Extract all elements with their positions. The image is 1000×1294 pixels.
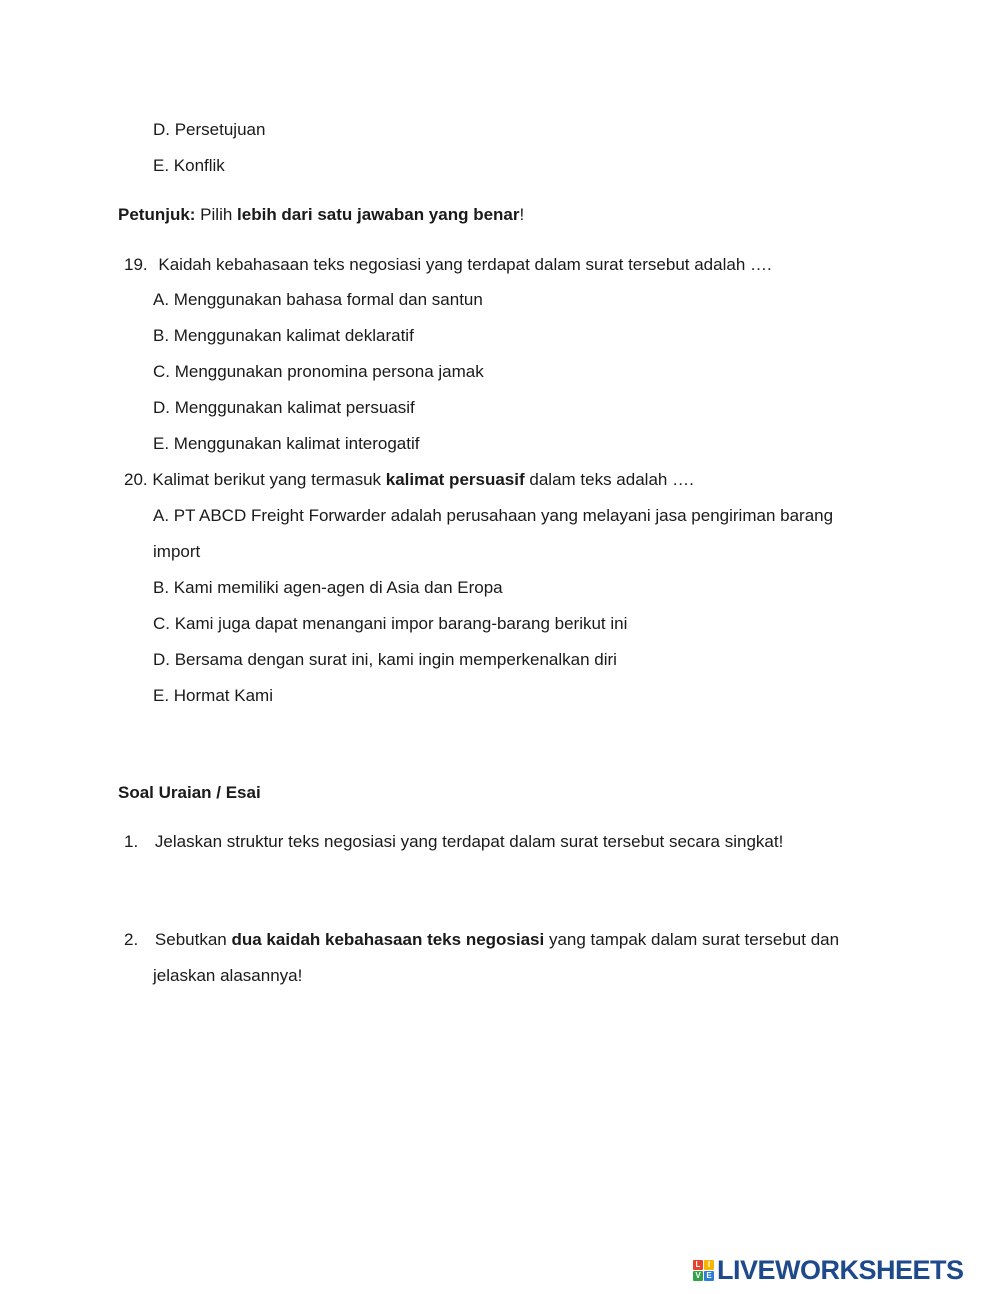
q20-option-d[interactable]: D. Bersama dengan surat ini, kami ingin memperkenalkan diri <box>153 650 617 669</box>
essay-question-2-number: 2. <box>124 930 139 949</box>
q20-option-a-continued[interactable]: import <box>153 542 201 561</box>
essay-question-1-text: Jelaskan struktur teks negosiasi yang terdapat dalam surat tersebut secara singkat! <box>154 832 784 851</box>
q20-option-a[interactable]: A. PT ABCD Freight Forwarder adalah perusahaan yang melayani jasa pengiriman barang <box>153 506 834 525</box>
q19-option-d[interactable]: D. Menggunakan kalimat persuasif <box>153 398 415 417</box>
prev-option-e: E. Konflik <box>153 156 225 175</box>
instruction-pre: Pilih <box>195 205 238 224</box>
question-20 <box>124 469 694 491</box>
q20-option-e[interactable]: E. Hormat Kami <box>153 686 273 705</box>
question-20-bold: kalimat persuasif <box>385 470 525 489</box>
logo-tile-v: V <box>693 1271 703 1281</box>
logo-tile-i: I <box>704 1260 714 1270</box>
question-20-pre: Kalimat berikut yang termasuk <box>147 470 386 489</box>
essay-question-2-continued: jelaskan alasannya! <box>153 966 303 985</box>
logo-tile-l: L <box>693 1260 703 1270</box>
instruction-bold: lebih dari satu jawaban yang benar <box>237 205 520 224</box>
logo-text: LIVEWORKSHEETS <box>717 1254 964 1285</box>
essay-heading: Soal Uraian / Esai <box>118 783 261 802</box>
question-19-number: 19. <box>124 255 148 274</box>
instruction-post: ! <box>519 205 525 224</box>
question-19 <box>124 254 772 276</box>
instruction <box>118 204 524 226</box>
liveworksheets-logo <box>693 1255 964 1285</box>
logo-mark-icon <box>693 1260 714 1281</box>
question-19-text: Kaidah kebahasaan teks negosiasi yang terdapat dalam surat tersebut adalah …. <box>158 255 772 274</box>
q19-option-a[interactable]: A. Menggunakan bahasa formal dan santun <box>153 290 483 309</box>
essay-question-1-number: 1. <box>124 832 139 851</box>
q19-option-e[interactable]: E. Menggunakan kalimat interogatif <box>153 434 420 453</box>
q20-option-c[interactable]: C. Kami juga dapat menangani impor barang-barang berikut ini <box>153 614 628 633</box>
essay-question-2 <box>124 929 839 951</box>
essay-question-2-post: yang tampak dalam surat tersebut dan <box>544 930 840 949</box>
question-20-post: dalam teks adalah …. <box>524 470 694 489</box>
logo-tile-e: E <box>704 1271 714 1281</box>
prev-option-d: D. Persetujuan <box>153 120 266 139</box>
instruction-label: Petunjuk: <box>118 205 196 224</box>
essay-question-1 <box>124 831 783 853</box>
q20-option-b[interactable]: B. Kami memiliki agen-agen di Asia dan Eropa <box>153 578 503 597</box>
question-20-number: 20. <box>124 470 148 489</box>
q19-option-b[interactable]: B. Menggunakan kalimat deklaratif <box>153 326 414 345</box>
essay-question-2-bold: dua kaidah kebahasaan teks negosiasi <box>231 930 545 949</box>
q19-option-c[interactable]: C. Menggunakan pronomina persona jamak <box>153 362 484 381</box>
essay-question-2-pre: Sebutkan <box>154 930 232 949</box>
